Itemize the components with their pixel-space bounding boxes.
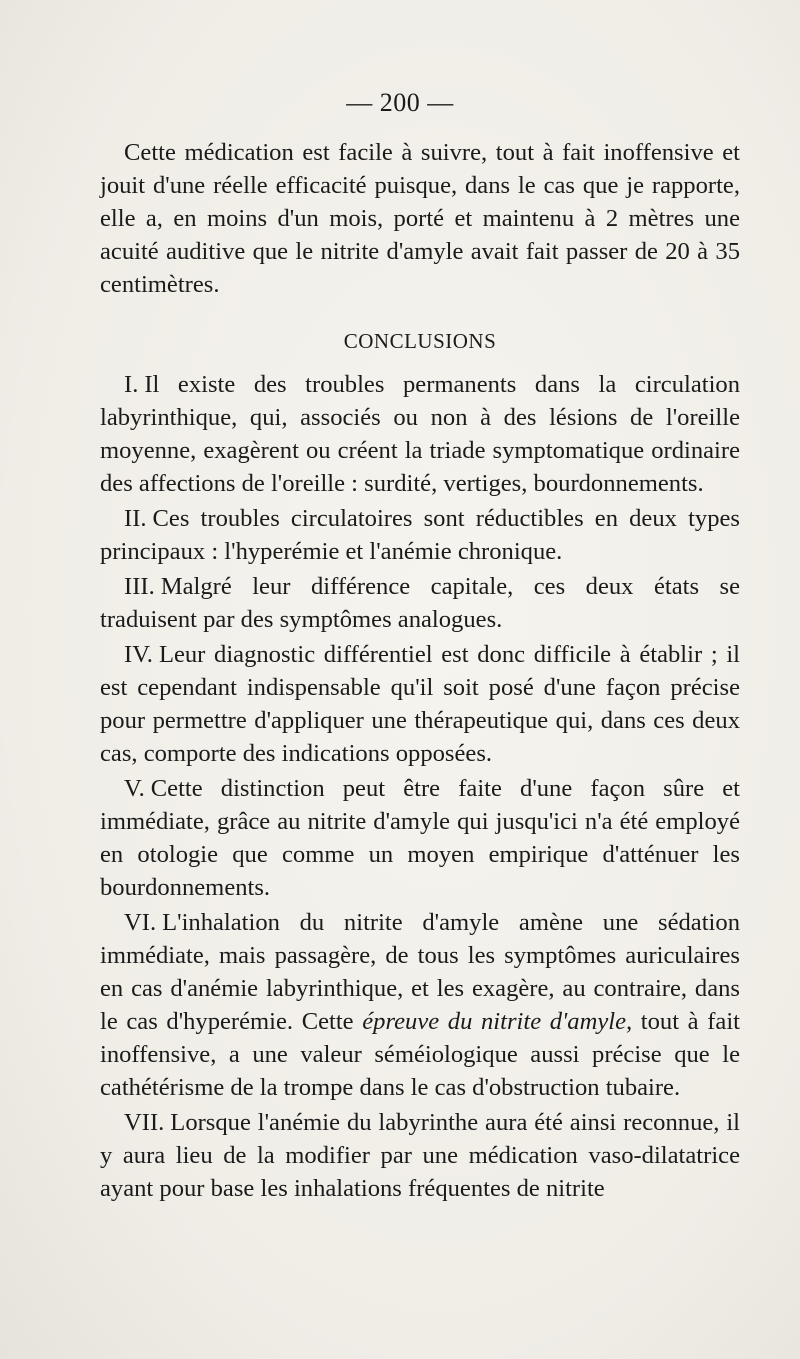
conclusion-text: Malgré leur différence capitale, ces deux états se traduisent par des symptômes analogues. (100, 573, 740, 633)
conclusion-number: VI. (124, 909, 157, 936)
conclusion-1 (100, 368, 740, 500)
conclusion-text: Il existe des troubles permanents dans la circulation labyrinthique, qui, associés ou non à des lésions de l'oreille moyenne, exagèrent ou créent la triade symptomatique ordinaire des affections de l'oreille : surdité, vertiges, bourdonnements. (100, 371, 740, 497)
conclusion-2 (100, 502, 740, 568)
conclusion-text: Cette distinction peut être faite d'une façon sûre et immédiate, grâce au nitrite d'amyle qui jusqu'ici n'a été employé en otologie que comme un moyen empirique d'atténuer les bourdonnements. (100, 775, 740, 901)
conclusion-number: III. (124, 573, 155, 600)
intro-paragraph: Cette médication est facile à suivre, tout à fait inoffensive et jouit d'une réelle efficacité puisque, dans le cas que je rapporte, elle a, en moins d'un mois, porté et maintenu à 2 mètres une acuité auditive que le nitrite d'amyle avait fait passer de 20 à 35 centimètres. (100, 139, 740, 298)
body-text (100, 136, 740, 1207)
conclusion-4 (100, 638, 740, 770)
page-number: — 200 — (346, 88, 454, 117)
conclusion-text-after: tout à fait inoffensive, a une valeur séméiologique aussi précise que le cathétérisme de la trompe dans le cas d'obstruction tubaire. (100, 1008, 740, 1101)
conclusion-7 (100, 1106, 740, 1205)
conclusion-text-italic: épreuve du nitrite d'amyle, (362, 1008, 633, 1035)
section-heading: CONCLUSIONS (343, 329, 497, 353)
conclusion-text: Ces troubles circulatoires sont réductibles en deux types principaux : l'hyperémie et l'anémie chronique. (100, 505, 740, 565)
conclusion-text-before: L'inhalation du nitrite d'amyle amène une sédation immédiate, mais passagère, de tous les symptômes auriculaires en cas d'anémie labyrinthique, et les exagère, au contraire, dans le cas d'hyperémie. Cette (100, 909, 740, 1035)
conclusion-number: IV. (124, 641, 153, 668)
conclusion-number: II. (124, 505, 147, 532)
conclusion-5 (100, 772, 740, 904)
conclusion-3 (100, 570, 740, 636)
conclusion-text: Leur diagnostic différentiel est donc difficile à établir ; il est cependant indispensable qu'il soit posé d'une façon précise pour permettre d'appliquer une thérapeutique qui, dans ces deux cas, comporte des indications opposées. (100, 641, 740, 767)
conclusion-6 (100, 906, 740, 1104)
conclusion-number: I. (124, 371, 139, 398)
conclusion-number: VII. (124, 1109, 165, 1136)
conclusion-number: V. (124, 775, 145, 802)
conclusion-text: Lorsque l'anémie du labyrinthe aura été ainsi reconnue, il y aura lieu de la modifier par une médication vaso-dilatatrice ayant pour base les inhalations fréquentes de nitrite (100, 1109, 740, 1202)
